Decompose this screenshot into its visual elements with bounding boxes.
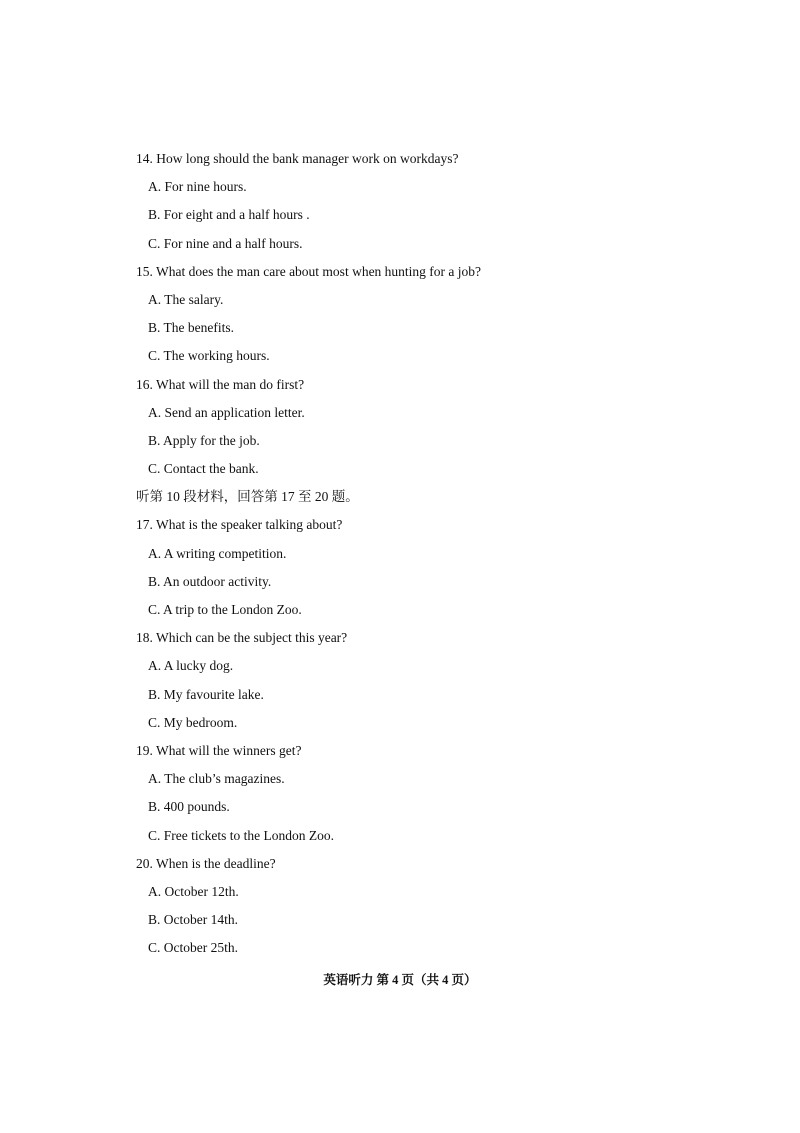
question-20: 20. When is the deadline? xyxy=(136,855,276,871)
option-14c: C. For nine and a half hours. xyxy=(148,235,303,251)
option-17a: A. A writing competition. xyxy=(148,545,287,561)
option-18b: B. My favourite lake. xyxy=(148,686,264,702)
question-18: 18. Which can be the subject this year? xyxy=(136,630,348,646)
option-19a: A. The club’s magazines. xyxy=(148,771,285,787)
question-14: 14. How long should the bank manager work on workdays? xyxy=(136,151,459,166)
option-18a: A. A lucky dog. xyxy=(148,658,234,674)
option-20c: C. October 25th. xyxy=(148,940,238,956)
option-16c: C. Contact the bank. xyxy=(148,461,259,477)
option-19c: C. Free tickets to the London Zoo. xyxy=(148,827,334,843)
option-18c: C. My bedroom. xyxy=(148,714,238,730)
option-19b: B. 400 pounds. xyxy=(148,799,230,815)
question-list xyxy=(136,145,736,962)
option-14b: B. For eight and a half hours . xyxy=(148,207,310,223)
option-15b: B. The benefits. xyxy=(148,320,234,336)
option-16b: B. Apply for the job. xyxy=(148,432,260,448)
question-16: 16. What will the man do first? xyxy=(136,376,305,392)
question-15: 15. What does the man care about most when hunting for a job? xyxy=(136,263,482,279)
option-16a: A. Send an application letter. xyxy=(148,404,305,420)
option-14a: A. For nine hours. xyxy=(148,179,247,195)
section-instruction: 听第 10 段材料，回答第 17 至 20 题。 xyxy=(136,489,359,505)
question-19: 19. What will the winners get? xyxy=(136,742,302,758)
option-15c: C. The working hours. xyxy=(148,348,270,364)
option-20a: A. October 12th. xyxy=(148,883,239,899)
page-footer: 英语听力 第 4 页（共 4 页） xyxy=(323,973,477,987)
option-15a: A. The salary. xyxy=(148,291,224,307)
option-20b: B. October 14th. xyxy=(148,912,238,928)
option-17c: C. A trip to the London Zoo. xyxy=(148,602,302,617)
question-17: 17. What is the speaker talking about? xyxy=(136,517,343,533)
option-17b: B. An outdoor activity. xyxy=(148,573,272,589)
